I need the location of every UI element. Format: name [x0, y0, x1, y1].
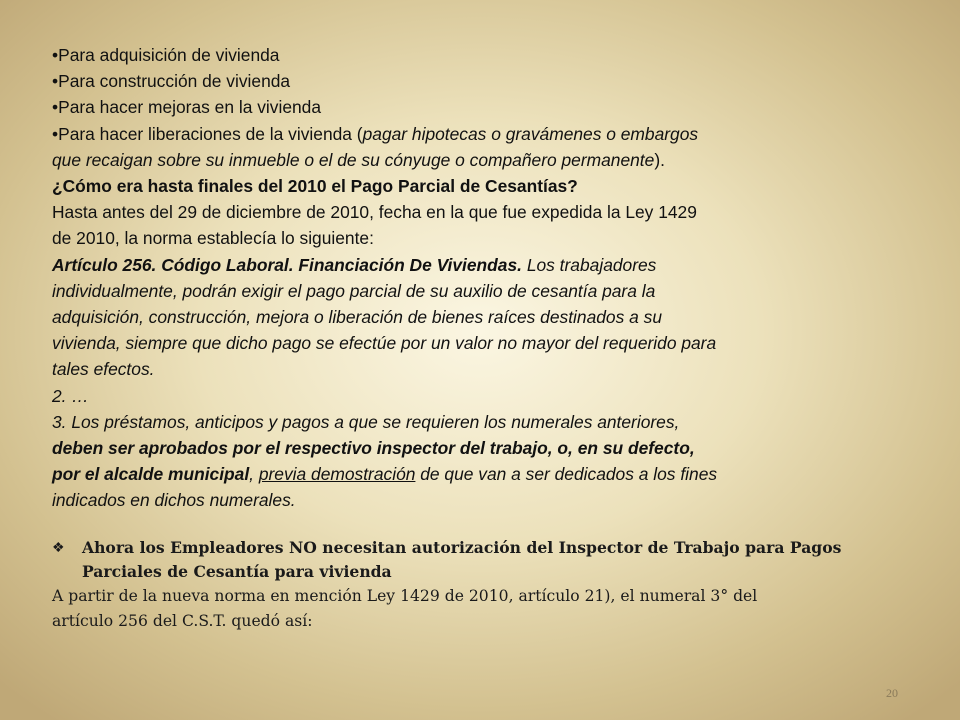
highlight-bullet: [52, 536, 882, 585]
bullet-item: •Para hacer mejoras en la vivienda: [52, 97, 322, 118]
bullet-italic-line2: que recaigan sobre su inmueble o el de su cónyuge o compañero permanente: [52, 149, 655, 170]
article-item-3-bold-end: por el alcalde municipal: [52, 464, 250, 485]
bullet-prefix: •Para hacer liberaciones de la vivienda (: [52, 123, 363, 144]
bullet-item: •Para construcción de vivienda: [52, 71, 291, 92]
page-number: 20: [886, 686, 898, 700]
bullet-suffix: ).: [654, 149, 665, 170]
diamond-bullet-icon: ❖: [52, 539, 65, 556]
article-title: Artículo 256. Código Laboral. Financiación De Viviendas.: [52, 254, 522, 275]
article-line: tales efectos.: [52, 359, 155, 380]
closing-line: A partir de la nueva norma en mención Ley 1429 de 2010, artículo 21), el numeral 3° del: [52, 587, 758, 606]
article-first-line: [52, 252, 882, 278]
article-item-3-rest: de que van a ser dedicados a los fines: [415, 464, 718, 485]
article-item-3-bold: deben ser aprobados por el respectivo inspector del trabajo, o, en su defecto,: [52, 438, 695, 459]
intro-line: Hasta antes del 29 de diciembre de 2010, fecha en la que fue expedida la Ley 1429: [52, 202, 697, 223]
article-item-3: 3. Los préstamos, anticipos y pagos a que se requieren los numerales anteriores,: [52, 411, 680, 432]
bullet-italic: pagar hipotecas o gravámenes o embargos: [362, 123, 699, 144]
bullet-item: [52, 121, 882, 147]
article-line: adquisición, construcción, mejora o liberación de bienes raíces destinados a su: [52, 307, 662, 328]
highlight-line: Ahora los Empleadores NO necesitan autorización del Inspector de Trabajo para Pagos: [82, 537, 842, 557]
article-line: vivienda, siempre que dicho pago se efectúe por un valor no mayor del requerido para: [52, 333, 717, 354]
intro-line: de 2010, la norma establecía lo siguiente:: [52, 228, 374, 249]
underlined-phrase: previa demostración: [258, 464, 416, 485]
closing-line: artículo 256 del C.S.T. quedó así:: [52, 611, 313, 630]
article-item-3-line4: indicados en dichos numerales.: [52, 490, 296, 511]
article-item-3-sep: ,: [249, 464, 259, 485]
highlight-block: [52, 536, 882, 634]
article-item-3-line3: [52, 461, 882, 487]
article-line: individualmente, podrán exigir el pago parcial de su auxilio de cesantía para la: [52, 280, 656, 301]
bullet-item-continued: [52, 147, 882, 173]
bullet-item: •Para adquisición de vivienda: [52, 45, 280, 65]
highlight-line: Parciales de Cesantía para vivienda: [82, 562, 392, 582]
highlight-text: [82, 536, 841, 585]
article-first-line-rest: Los trabajadores: [521, 254, 657, 275]
article-item-2: 2. …: [52, 385, 89, 406]
section-question: ¿Cómo era hasta finales del 2010 el Pago Parcial de Cesantías?: [52, 176, 578, 197]
slide-content: [52, 42, 882, 633]
